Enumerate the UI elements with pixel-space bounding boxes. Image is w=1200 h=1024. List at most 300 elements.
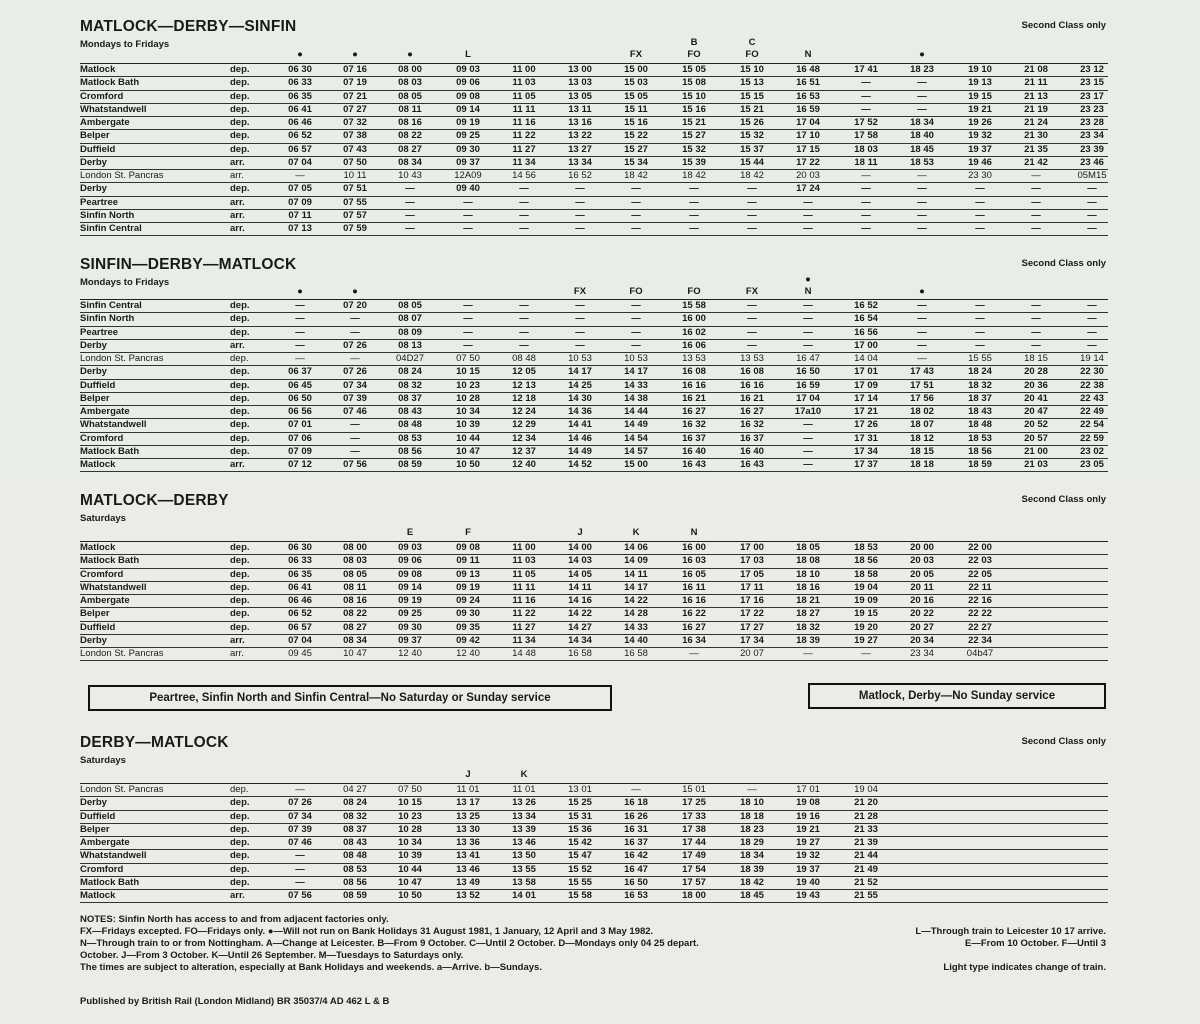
time-cell: —: [295, 170, 305, 181]
time-cell: 18 42: [740, 170, 764, 181]
dep-arr-label: dep.: [230, 876, 250, 888]
time-cell: 08 56: [343, 876, 367, 888]
time-cell: —: [861, 103, 871, 115]
time-cell: 17 52: [854, 117, 878, 128]
dep-arr-label: arr.: [230, 170, 244, 181]
time-cell: —: [575, 183, 585, 195]
dep-arr-label: arr.: [230, 648, 244, 659]
time-cell: 17 54: [682, 863, 706, 875]
time-cell: 18 15: [910, 445, 934, 457]
time-cell: —: [917, 103, 927, 115]
time-cell: 14 41: [568, 419, 592, 431]
dep-arr-label: dep.: [230, 850, 250, 862]
time-cell: 06 57: [288, 143, 312, 155]
time-cell: 10 39: [456, 419, 480, 431]
time-cell: 18 12: [910, 432, 934, 444]
time-cell: 15 22: [624, 130, 648, 142]
time-cell: 22 54: [1080, 419, 1104, 431]
table-row: [80, 595, 1108, 608]
time-cell: 07 46: [288, 837, 312, 848]
time-cell: 08 43: [343, 837, 367, 848]
time-cell: —: [463, 300, 473, 311]
time-cell: —: [1031, 300, 1041, 311]
time-cell: —: [295, 850, 305, 862]
station-name: Derby: [80, 339, 107, 351]
time-cell: 06 33: [288, 555, 312, 567]
time-cell: 07 59: [343, 223, 367, 234]
time-cell: —: [861, 170, 871, 181]
time-cell: 12 13: [512, 379, 536, 391]
time-cell: 19 32: [968, 130, 992, 142]
time-cell: 18 27: [796, 608, 820, 620]
time-cell: —: [519, 313, 529, 325]
time-cell: 07 05: [288, 183, 312, 195]
note-line: [80, 926, 1110, 938]
time-cell: 19 46: [968, 156, 992, 168]
time-cell: 11 01: [512, 784, 536, 795]
dep-arr-label: dep.: [230, 90, 250, 102]
time-cell: —: [463, 326, 473, 338]
note-line: NOTES: Sinfin North has access to and from adjacent factories only.: [80, 914, 389, 925]
time-cell: —: [917, 209, 927, 221]
time-cell: —: [575, 326, 585, 338]
time-cell: 21 24: [1024, 117, 1048, 128]
time-cell: 12 18: [512, 392, 536, 404]
time-cell: 12 40: [512, 459, 536, 470]
time-cell: 16 43: [740, 459, 764, 470]
station-name: Whatstandwell: [80, 103, 147, 115]
time-cell: 15 44: [740, 156, 764, 168]
time-cell: 18 42: [682, 170, 706, 181]
time-cell: 22 11: [968, 581, 992, 593]
time-cell: 20 03: [910, 555, 934, 567]
time-cell: 16 56: [854, 326, 878, 338]
time-cell: 15 21: [740, 103, 764, 115]
time-cell: 09 11: [456, 555, 480, 567]
time-cell: 10 15: [398, 797, 422, 809]
time-cell: 15 13: [740, 77, 764, 89]
table-row: [80, 183, 1108, 196]
class-note: Second Class only: [1021, 494, 1106, 505]
time-cell: 17 15: [796, 143, 820, 155]
time-cell: —: [1031, 170, 1041, 181]
time-cell: 20 22: [910, 608, 934, 620]
station-name: Cromford: [80, 568, 124, 580]
time-cell: 21 28: [854, 810, 878, 822]
time-cell: 06 35: [288, 90, 312, 102]
time-cell: 09 08: [398, 568, 422, 580]
dep-arr-label: dep.: [230, 64, 250, 75]
time-cell: —: [861, 77, 871, 89]
section-days: Saturdays: [80, 513, 126, 524]
time-cell: 08 34: [343, 634, 367, 646]
table-row: [80, 353, 1108, 366]
time-cell: —: [917, 326, 927, 338]
time-cell: 13 11: [568, 103, 592, 115]
time-cell: 08 32: [398, 379, 422, 391]
time-cell: 18 11: [854, 156, 878, 168]
bank-holiday-marker: ●: [297, 286, 303, 297]
time-cell: 06 52: [288, 130, 312, 142]
time-cell: 18 07: [910, 419, 934, 431]
time-cell: 13 26: [512, 797, 536, 809]
bank-holiday-marker: ●: [407, 49, 413, 60]
time-cell: 17 58: [854, 130, 878, 142]
station-name: Belper: [80, 823, 110, 835]
time-cell: 06 41: [288, 103, 312, 115]
time-cell: 11 16: [512, 595, 536, 606]
time-cell: —: [917, 313, 927, 325]
time-cell: 19 37: [968, 143, 992, 155]
time-cell: 20 47: [1024, 406, 1048, 417]
time-cell: 15 05: [624, 90, 648, 102]
time-cell: 07 43: [343, 143, 367, 155]
time-cell: 16 26: [624, 810, 648, 822]
publisher-footer: Published by British Rail (London Midland) BR 35037/4 AD 462 L & B: [80, 996, 390, 1007]
dep-arr-label: dep.: [230, 568, 250, 580]
time-cell: 23 17: [1080, 90, 1104, 102]
time-cell: 13 34: [568, 156, 592, 168]
section-title: SINFIN—DERBY—MATLOCK: [80, 256, 297, 273]
time-cell: —: [295, 784, 305, 795]
timetable-grid: [80, 783, 1108, 903]
time-cell: —: [689, 196, 699, 208]
time-cell: 22 30: [1080, 366, 1104, 378]
time-cell: 11 00: [512, 64, 536, 75]
time-cell: 18 34: [910, 117, 934, 128]
time-cell: 16 58: [624, 648, 648, 659]
time-cell: 16 16: [740, 379, 764, 391]
time-cell: 15 42: [568, 837, 592, 848]
time-cell: 14 33: [624, 379, 648, 391]
time-cell: 23 34: [910, 648, 934, 659]
time-cell: 10 28: [456, 392, 480, 404]
table-row: [80, 327, 1108, 340]
time-cell: 08 00: [343, 542, 367, 553]
station-name: Peartree: [80, 326, 119, 338]
time-cell: 18 16: [796, 581, 820, 593]
time-cell: 14 34: [568, 634, 592, 646]
time-cell: 07 39: [288, 823, 312, 835]
dep-arr-label: arr.: [230, 196, 245, 208]
time-cell: 13 46: [512, 837, 536, 848]
time-cell: 21 55: [854, 890, 878, 901]
note-text: E—From 10 October. F—Until 3: [965, 938, 1106, 949]
station-name: Duffield: [80, 810, 116, 822]
time-cell: 11 34: [512, 156, 536, 168]
time-cell: 16 50: [796, 366, 820, 378]
time-cell: —: [917, 300, 927, 311]
time-cell: 16 06: [682, 339, 706, 351]
station-name: Matlock: [80, 542, 116, 553]
time-cell: 13 34: [512, 810, 536, 822]
column-code: J: [577, 527, 583, 538]
time-cell: 12 34: [512, 432, 536, 444]
time-cell: 17 04: [796, 117, 820, 128]
dep-arr-label: arr.: [230, 890, 245, 901]
table-row: [80, 300, 1108, 313]
station-name: Belper: [80, 392, 110, 404]
time-cell: 15 10: [740, 64, 764, 75]
time-cell: 09 37: [398, 634, 422, 646]
time-cell: 17a10: [794, 406, 822, 417]
section-days: Mondays to Fridays: [80, 277, 170, 288]
time-cell: 16 16: [682, 595, 706, 606]
time-cell: —: [689, 209, 699, 221]
time-cell: —: [861, 648, 871, 659]
time-cell: 11 11: [512, 581, 536, 593]
time-cell: 11 03: [512, 77, 536, 89]
time-cell: 10 47: [398, 876, 422, 888]
time-cell: —: [350, 313, 360, 325]
time-cell: —: [689, 223, 699, 234]
time-cell: 17 27: [740, 621, 764, 633]
table-row: [80, 91, 1108, 104]
time-cell: 14 30: [568, 392, 592, 404]
time-cell: 15 05: [682, 64, 706, 75]
time-cell: —: [917, 77, 927, 89]
time-cell: 16 37: [682, 432, 706, 444]
dep-arr-label: dep.: [230, 797, 250, 809]
time-cell: 17 51: [910, 379, 934, 391]
time-cell: 11 00: [512, 542, 536, 553]
note-line: [80, 938, 1110, 950]
time-cell: 16 37: [624, 837, 648, 848]
time-cell: 14 16: [568, 595, 592, 606]
time-cell: 07 34: [343, 379, 367, 391]
timetable-grid: [80, 299, 1108, 472]
time-cell: 13 53: [740, 353, 764, 364]
time-cell: 15 32: [740, 130, 764, 142]
time-cell: 11 34: [512, 634, 536, 646]
table-row: [80, 313, 1108, 326]
time-cell: 06 46: [288, 595, 312, 606]
time-cell: —: [861, 90, 871, 102]
time-cell: 16 43: [682, 459, 706, 470]
table-row: [80, 117, 1108, 130]
time-cell: 11 27: [512, 621, 536, 633]
time-cell: 09 25: [398, 608, 422, 620]
time-cell: 10 50: [456, 459, 480, 470]
time-cell: —: [295, 876, 305, 888]
time-cell: 13 30: [456, 823, 480, 835]
time-cell: 09 14: [456, 103, 480, 115]
dep-arr-label: dep.: [230, 419, 250, 431]
time-cell: 16 42: [624, 850, 648, 862]
station-name: Belper: [80, 608, 110, 620]
time-cell: 16 59: [796, 379, 820, 391]
time-cell: 18 34: [740, 850, 764, 862]
time-cell: 18 29: [740, 837, 764, 848]
time-cell: 07 56: [343, 459, 367, 470]
time-cell: —: [803, 313, 813, 325]
time-cell: —: [803, 648, 813, 659]
time-cell: 10 39: [398, 850, 422, 862]
class-note: Second Class only: [1021, 258, 1106, 269]
time-cell: 16 08: [682, 366, 706, 378]
time-cell: 16 22: [682, 608, 706, 620]
time-cell: 14 05: [568, 568, 592, 580]
station-name: Cromford: [80, 863, 124, 875]
time-cell: 17 04: [796, 392, 820, 404]
time-cell: 18 42: [740, 876, 764, 888]
time-cell: —: [1031, 326, 1041, 338]
time-cell: 06 30: [288, 542, 312, 553]
time-cell: 07 20: [343, 300, 367, 311]
time-cell: 17 38: [682, 823, 706, 835]
table-row: [80, 366, 1108, 379]
time-cell: 13 22: [568, 130, 592, 142]
dep-arr-label: dep.: [230, 445, 250, 457]
time-cell: 18 24: [968, 366, 992, 378]
column-code: FO: [687, 286, 701, 297]
table-row: [80, 569, 1108, 582]
time-cell: —: [803, 339, 813, 351]
dep-arr-label: dep.: [230, 143, 250, 155]
time-cell: 14 17: [624, 581, 648, 593]
time-cell: —: [350, 419, 360, 431]
note-text: The times are subject to alteration, especially at Bank Holidays and weekends. a—Arrive. b—Sundays.: [80, 962, 542, 973]
time-cell: —: [803, 300, 813, 311]
time-cell: 07 26: [343, 339, 367, 351]
time-cell: 06 33: [288, 77, 312, 89]
time-cell: 08 37: [398, 392, 422, 404]
time-cell: 17 01: [796, 784, 820, 795]
time-cell: 10 11: [343, 170, 367, 181]
dep-arr-label: dep.: [230, 823, 250, 835]
time-cell: 09 14: [398, 581, 422, 593]
time-cell: 07 09: [288, 445, 312, 457]
station-name: London St. Pancras: [80, 353, 164, 364]
time-cell: —: [747, 326, 757, 338]
time-cell: —: [1031, 223, 1041, 234]
time-cell: 18 56: [968, 445, 992, 457]
dep-arr-label: dep.: [230, 117, 250, 128]
time-cell: —: [405, 223, 415, 234]
station-name: London St. Pancras: [80, 784, 164, 795]
time-cell: 14 40: [624, 634, 648, 646]
dep-arr-label: dep.: [230, 326, 250, 338]
time-cell: 08 03: [398, 77, 422, 89]
time-cell: 09 24: [456, 595, 480, 606]
time-cell: —: [975, 196, 985, 208]
time-cell: 16 16: [682, 379, 706, 391]
table-row: [80, 433, 1108, 446]
time-cell: 09 40: [456, 183, 480, 195]
time-cell: 19 08: [796, 797, 820, 809]
dep-arr-label: dep.: [230, 621, 250, 633]
time-cell: 12A09: [454, 170, 482, 181]
table-row: [80, 824, 1108, 837]
time-cell: 14 49: [624, 419, 648, 431]
time-cell: 17 16: [740, 595, 764, 606]
time-cell: 14 11: [624, 568, 648, 580]
time-cell: 08 53: [398, 432, 422, 444]
time-cell: 23 02: [1080, 445, 1104, 457]
time-cell: 14 17: [624, 366, 648, 378]
time-cell: 18 39: [740, 863, 764, 875]
time-cell: —: [917, 90, 927, 102]
time-cell: —: [917, 183, 927, 195]
dep-arr-label: dep.: [230, 837, 250, 848]
time-cell: 19 04: [854, 784, 878, 795]
table-row: [80, 877, 1108, 890]
time-cell: —: [803, 326, 813, 338]
time-cell: 09 25: [456, 130, 480, 142]
time-cell: 14 03: [568, 555, 592, 567]
table-row: [80, 64, 1108, 77]
time-cell: 07 04: [288, 156, 312, 168]
time-cell: 15 27: [624, 143, 648, 155]
time-cell: 15 08: [682, 77, 706, 89]
time-cell: —: [295, 863, 305, 875]
time-cell: 16 47: [624, 863, 648, 875]
time-cell: 16 00: [682, 313, 706, 325]
time-cell: 18 00: [682, 890, 706, 901]
time-cell: 18 45: [910, 143, 934, 155]
time-cell: —: [519, 223, 529, 234]
column-code: F: [465, 527, 471, 538]
note-line: [80, 962, 1110, 974]
time-cell: 19 15: [854, 608, 878, 620]
time-cell: 20 52: [1024, 419, 1048, 431]
time-cell: 08 07: [398, 313, 422, 325]
column-header-row: [80, 49, 1108, 61]
time-cell: 14 27: [568, 621, 592, 633]
dep-arr-label: arr.: [230, 339, 245, 351]
bank-holiday-marker: ●: [805, 274, 811, 285]
time-cell: 17 34: [854, 445, 878, 457]
time-cell: 20 36: [1024, 379, 1048, 391]
time-cell: 09 06: [398, 555, 422, 567]
time-cell: 10 44: [456, 432, 480, 444]
time-cell: 07 19: [343, 77, 367, 89]
time-cell: —: [975, 339, 985, 351]
time-cell: —: [575, 223, 585, 234]
time-cell: 15 11: [624, 103, 648, 115]
time-cell: 20 05: [910, 568, 934, 580]
time-cell: —: [1087, 326, 1097, 338]
table-row: [80, 157, 1108, 170]
time-cell: 08 22: [343, 608, 367, 620]
time-cell: 19 32: [796, 850, 820, 862]
time-cell: 09 35: [456, 621, 480, 633]
time-cell: 17 49: [682, 850, 706, 862]
time-cell: —: [350, 445, 360, 457]
time-cell: 11 16: [512, 117, 536, 128]
time-cell: 11 05: [512, 568, 536, 580]
time-cell: —: [1031, 196, 1041, 208]
time-cell: 16 51: [796, 77, 820, 89]
time-cell: —: [747, 223, 757, 234]
time-cell: 15 55: [968, 353, 992, 364]
time-cell: 12 05: [512, 366, 536, 378]
time-cell: 13 27: [568, 143, 592, 155]
time-cell: 16 31: [624, 823, 648, 835]
time-cell: 20 07: [740, 648, 764, 659]
time-cell: 23 12: [1080, 64, 1104, 75]
table-row: [80, 635, 1108, 648]
station-name: Matlock: [80, 64, 116, 75]
time-cell: 15 26: [740, 117, 764, 128]
time-cell: 14 44: [624, 406, 648, 417]
time-cell: 14 48: [512, 648, 536, 659]
time-cell: 09 03: [398, 542, 422, 553]
column-code: K: [520, 769, 528, 780]
dep-arr-label: dep.: [230, 608, 250, 620]
time-cell: 21 13: [1024, 90, 1048, 102]
time-cell: 10 43: [398, 170, 422, 181]
